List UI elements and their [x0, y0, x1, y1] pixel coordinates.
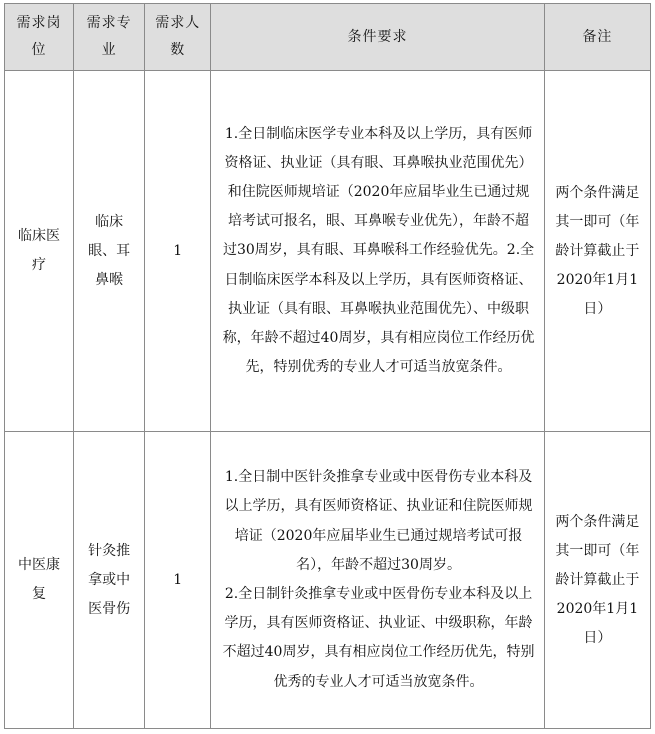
requirement-item: 1.全日制中医针灸推拿专业或中医骨伤专业本科及以上学历，具有医师资格证、执业证和住院医师规培证（2020年应届毕业生已通过规培考试可报名），年龄不超过30周岁。 — [224, 469, 533, 573]
row-remarks: 两个条件满足其一即可（年龄计算截止于2020年1月1日） — [544, 71, 650, 432]
header-major: 需求专业 — [74, 4, 145, 71]
header-count: 需求人数 — [145, 4, 211, 71]
row-requirements: 1.全日制临床医学专业本科及以上学历，具有医师资格证、执业证（具有眼、耳鼻喉执业范围优先）和住院医师规培证（2020年应届毕业生已通过规培考试可报名，眼、耳鼻喉专业优先），年龄不超过30周岁，具有眼、耳鼻喉科工作经验优先。2.全日制临床医学本科及以上学历，具有医师资格证、执业证（具有眼、耳鼻喉执业范围优先）、中级职称，年龄不超过40周岁，具有相应岗位工作经历优先，特别优秀的专业人才可适当放宽条件。 — [211, 71, 545, 432]
row-position: 中医康复 — [5, 432, 74, 729]
header-row — [5, 4, 651, 71]
header-remarks: 备注 — [544, 4, 650, 71]
requirement-item: 2.全日制针灸推拿专业或中医骨伤专业本科及以上学历，具有医师资格证、执业证、中级职称，年龄不超过40周岁，具有相应岗位工作经历优先，特别优秀的专业人才可适当放宽条件。 — [222, 586, 535, 690]
header-position: 需求岗位 — [5, 4, 74, 71]
recruitment-table — [4, 3, 651, 729]
row-count: 1 — [145, 432, 211, 729]
row-position: 临床医疗 — [5, 71, 74, 432]
table-row — [5, 432, 651, 729]
row-count: 1 — [145, 71, 211, 432]
row-remarks: 两个条件满足其一即可（年龄计算截止于2020年1月1日） — [544, 432, 650, 729]
row-major: 针灸推拿或中医骨伤 — [74, 432, 145, 729]
header-requirements: 条件要求 — [211, 4, 545, 71]
row-requirements — [211, 432, 545, 729]
row-major: 临床眼、耳鼻喉 — [74, 71, 145, 432]
table-row — [5, 71, 651, 432]
